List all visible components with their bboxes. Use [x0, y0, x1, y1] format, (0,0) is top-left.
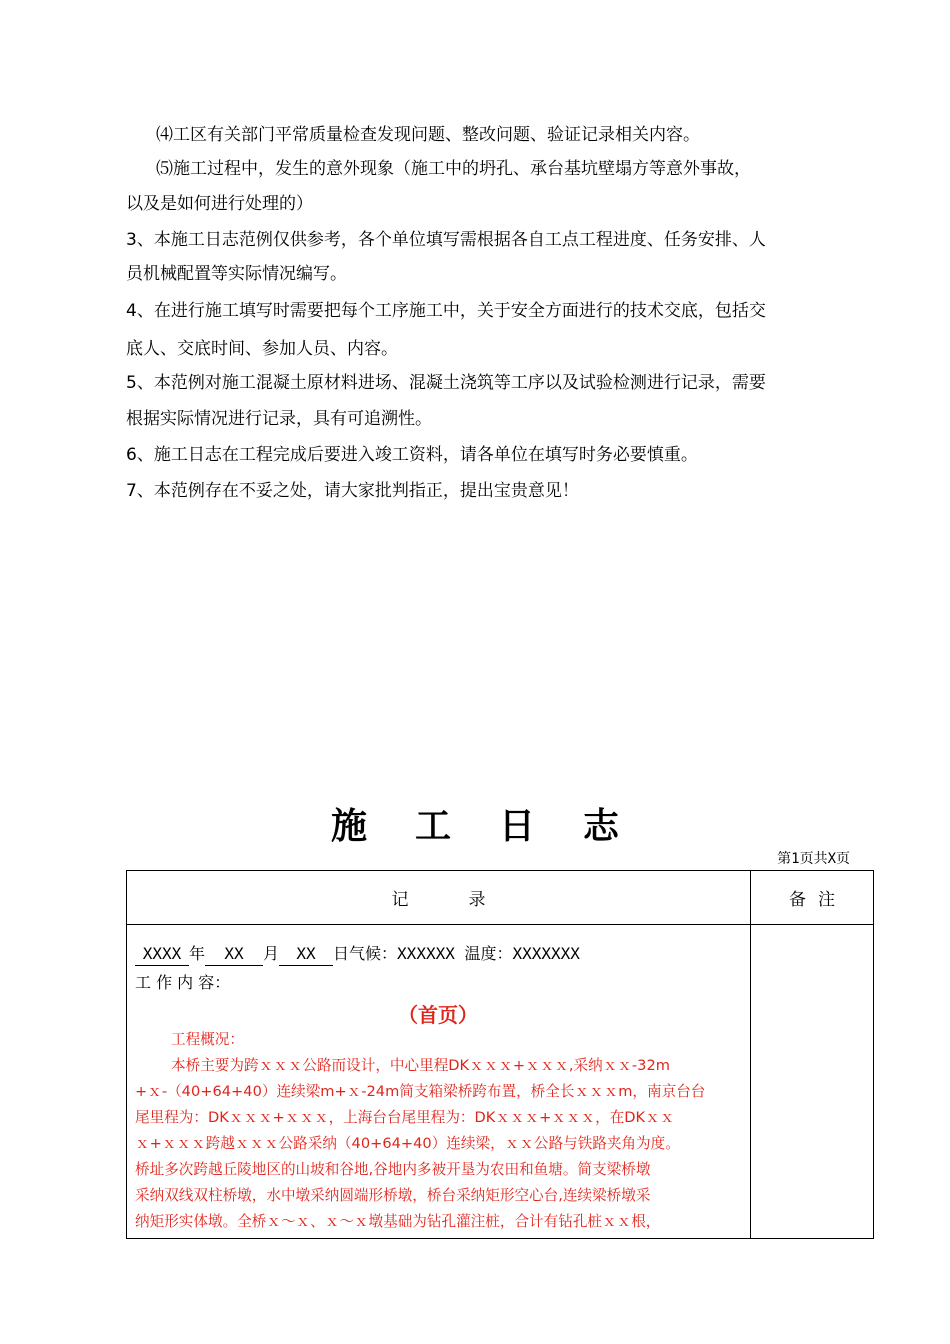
- work-content-label: 工 作 内 容：: [135, 973, 231, 992]
- overview-line: +ｘ-（40+64+40）连续梁m+ｘ-24m简支箱梁桥跨布置，桥全长ｘｘｘm，南京台台: [135, 1083, 706, 1100]
- record-header: 记录: [127, 871, 751, 925]
- paragraph-item-4: ⑷工区有关部门平常质量检查发现问题、整改问题、验证记录相关内容。: [156, 125, 700, 145]
- day-unit: 日: [333, 944, 350, 963]
- first-page-label: （首页）: [398, 1003, 478, 1027]
- overview-line: 桥址多次跨越丘陵地区的山坡和谷地,谷地内多被开垦为农田和鱼塘。简支梁桥墩: [135, 1161, 651, 1178]
- paragraph-note-3: 3、本施工日志范例仅供参考，各个单位填写需根据各自工点工程进度、任务安排、人: [126, 230, 766, 250]
- remark-header: 备注: [751, 871, 874, 925]
- paragraph-note-6: 6、施工日志在工程完成后要进入竣工资料，请各单位在填写时务必要慎重。: [126, 445, 698, 465]
- weather-temperature: 气候：XXXXXX 温度：XXXXXXX: [349, 944, 580, 963]
- paragraph-note-4-cont: 底人、交底时间、参加人员、内容。: [126, 339, 398, 359]
- overview-label: 工程概况：: [171, 1031, 244, 1048]
- paragraph-item-5: ⑸施工过程中，发生的意外现象（施工中的坍孔、承台基坑壁塌方等意外事故，: [156, 159, 751, 179]
- paragraph-note-5-cont: 根据实际情况进行记录，具有可追溯性。: [126, 409, 432, 429]
- overview-line: 采纳双线双柱桥墩，水中墩采纳圆端形桥墩，桥台采纳矩形空心台,连续梁桥墩采: [135, 1187, 651, 1204]
- overview-line: 纳矩形实体墩。全桥ｘ～ｘ、ｘ～ｘ墩基础为钻孔灌注桩，合计有钻孔桩ｘｘ根，: [135, 1213, 661, 1230]
- construction-log-table: [126, 870, 874, 1239]
- paragraph-note-7: 7、本范例存在不妥之处，请大家批判指正，提出宝贵意见！: [126, 481, 579, 501]
- paragraph-item-5-cont: 以及是如何进行处理的）: [126, 194, 313, 214]
- record-cell: [127, 925, 751, 1239]
- month-unit: 月: [263, 944, 280, 963]
- paragraph-note-4: 4、在进行施工填写时需要把每个工序施工中，关于安全方面进行的技术交底，包括交: [126, 301, 766, 321]
- paragraph-note-3-cont: 员机械配置等实际情况编写。: [126, 264, 347, 284]
- month-field[interactable]: XX: [205, 943, 263, 966]
- paragraph-note-5: 5、本范例对施工混凝土原材料进场、混凝土浇筑等工序以及试验检测进行记录，需要: [126, 373, 766, 393]
- remark-cell[interactable]: [751, 925, 874, 1239]
- overview-line: 本桥主要为跨ｘｘｘ公路而设计，中心里程DKｘｘｘ+ｘｘｘ,采纳ｘｘ-32m: [171, 1057, 670, 1074]
- year-unit: 年: [189, 944, 206, 963]
- log-title: 施工日志: [330, 805, 667, 847]
- overview-line: 尾里程为：DKｘｘｘ+ｘｘｘ，上海台台尾里程为：DKｘｘｘ+ｘｘｘ，在DKｘｘ: [135, 1109, 675, 1126]
- year-field[interactable]: XXXX: [135, 943, 189, 966]
- day-field[interactable]: XX: [279, 943, 333, 966]
- overview-line: ｘ+ｘｘｘ跨越ｘｘｘ公路采纳（40+64+40）连续梁，ｘｘ公路与铁路夹角为度。: [135, 1135, 680, 1152]
- page-count: 第1页共X页: [777, 851, 850, 867]
- date-weather-line: [135, 943, 580, 966]
